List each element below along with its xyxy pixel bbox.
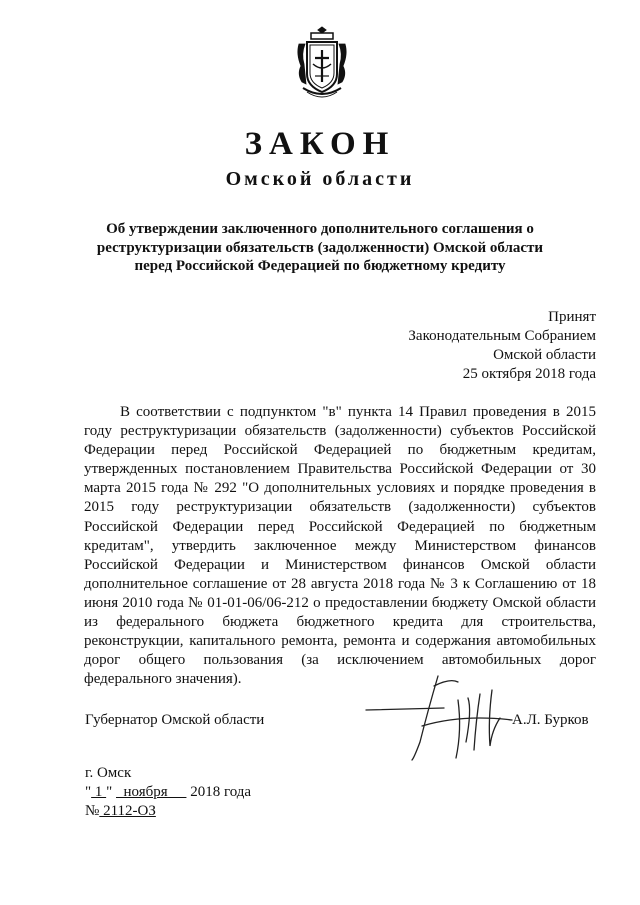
date-month: ноября <box>116 784 187 800</box>
adoption-date: 25 октября 2018 года <box>462 366 596 382</box>
adoption-line-2: Законодательным Собранием <box>408 328 596 344</box>
number-sign: № <box>85 803 100 819</box>
number-value: 2112-ОЗ <box>99 803 156 819</box>
date-quote-close: " <box>106 784 113 800</box>
adoption-line-3: Омской области <box>493 347 596 363</box>
document-subtitle: Омской области <box>225 168 415 190</box>
adoption-block <box>408 308 596 384</box>
signatory-position: Губернатор Омской области <box>85 712 265 728</box>
signatory-name: А.Л. Бурков <box>512 712 589 728</box>
law-body-text: В соответствии с подпунктом "в" пункта 14 Правил проведения в 2015 году реструктуризации обязательств (задолженности) субъектов Российской Федерации перед Российской Федерацией по бюджетным кредитам, утвержденных постановлением Правительства Российской Федерации от 30 марта 2015 года № 292 "О дополнительных условиях и порядке проведения в 2015 году реструктуризации обязательств (задолженности) субъектов Российской Федерации перед Российской Федерацией по бюджетным кредитам", утвердить заключенное между Министерством финансов Российской Федерации и Министерством финансов Омской области дополнительное соглашение от 28 августа 2018 года № 3 к Соглашению от 18 июня 2010 года № 01-01-06/06-212 о предоставлении бюджету Омской области из федерального бюджета бюджетного кредита для строительства, реконструкции, капитального ремонта, ремонта и содержания автомобильных дорог общего пользования (за исключением автомобильных дорог федерального значения). <box>84 404 596 688</box>
signing-date <box>85 784 251 801</box>
adoption-line-1: Принят <box>548 309 596 325</box>
signing-place: г. Омск <box>85 765 132 781</box>
law-number <box>85 803 156 820</box>
coat-of-arms-emblem <box>293 24 351 102</box>
date-year: 2018 года <box>190 784 252 800</box>
date-day: 1 <box>91 784 107 800</box>
document-title: ЗАКОН <box>244 126 396 162</box>
date-quote-open: " <box>85 784 92 800</box>
law-heading: Об утверждении заключенного дополнительного соглашения о реструктуризации обязательств (задолженности) Омской области перед Российской Федерацией по бюджетному кредиту <box>96 221 544 274</box>
handwritten-signature <box>362 670 532 770</box>
